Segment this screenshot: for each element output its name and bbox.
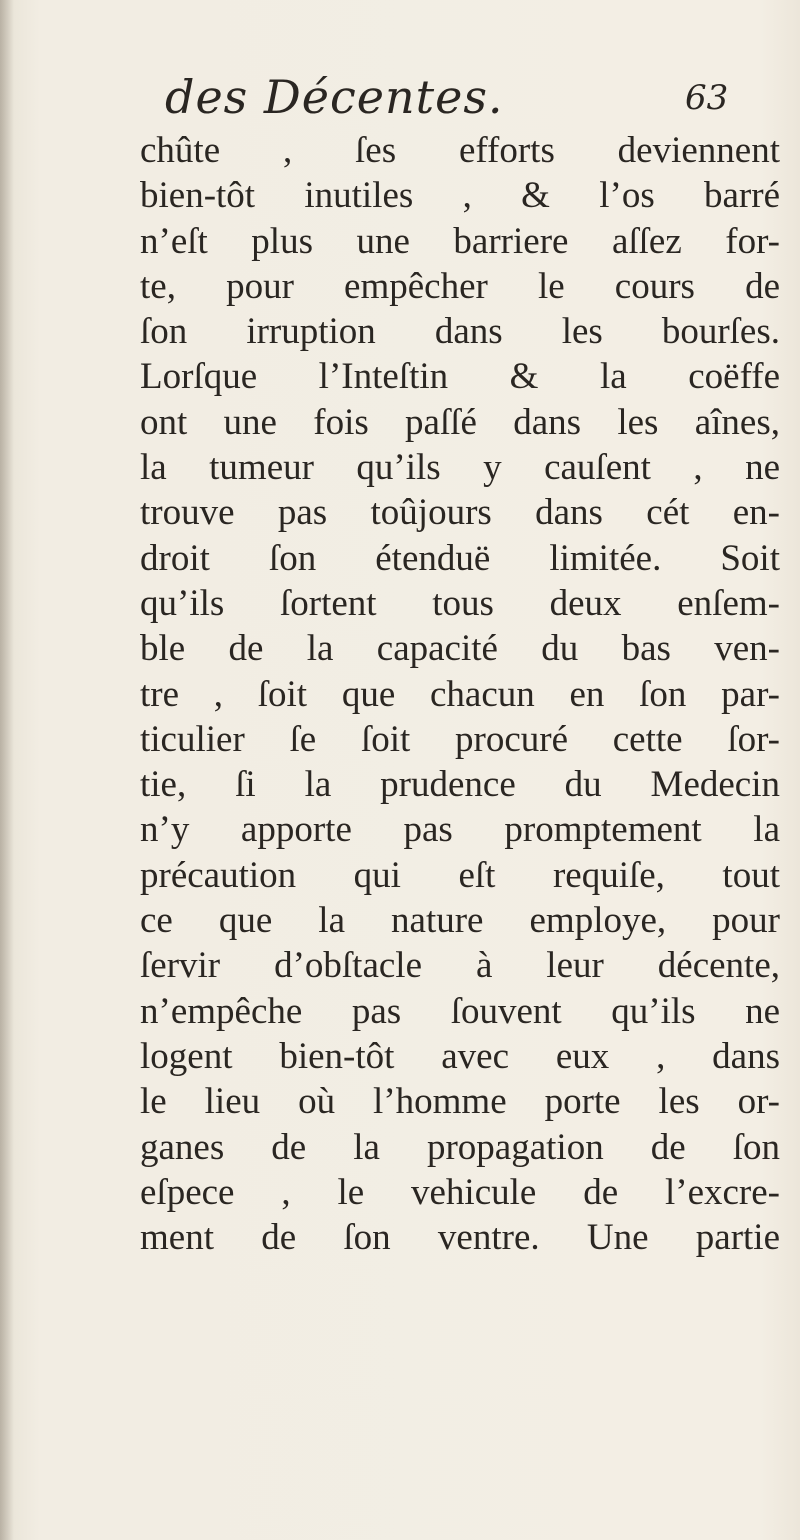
text-line: le lieu où l’homme porte les or- <box>140 1081 780 1123</box>
text-line: te, pour empêcher le cours de <box>140 265 780 307</box>
text-line: bien-tôt inutiles , & l’os barré <box>140 175 780 217</box>
text-line: la tumeur qu’ils y cauſent , ne <box>140 447 780 489</box>
text-line: tre , ſoit que chacun en ſon par- <box>140 673 780 715</box>
page-number: 63 <box>685 78 729 118</box>
text-line: eſpece , le vehicule de l’excre- <box>140 1171 780 1213</box>
text-line: chûte , ſes efforts deviennent <box>140 130 780 171</box>
text-line: précaution qui eſt requiſe, tout <box>140 854 780 896</box>
text-line: ſon irruption dans les bourſes. <box>140 311 780 353</box>
text-line: ſervir d’obſtacle à leur décente, <box>140 945 780 987</box>
page-header <box>0 70 800 130</box>
gutter-shadow <box>0 0 14 1540</box>
text-line: ment de ſon ventre. Une partie <box>140 1217 780 1259</box>
text-line: logent bien-tôt avec eux , dans <box>140 1035 780 1077</box>
text-line: ce que la nature employe, pour <box>140 900 780 942</box>
text-line: tie, ſi la prudence du Medecin <box>140 764 780 806</box>
text-line: trouve pas toûjours dans cét en- <box>140 492 780 534</box>
text-line: n’empêche pas ſouvent qu’ils ne <box>140 990 780 1032</box>
text-line: droit ſon étenduë limitée. Soit <box>140 537 780 579</box>
text-line: n’eſt plus une barriere aſſez for- <box>140 220 780 262</box>
text-line: ticulier ſe ſoit procuré cette ſor- <box>140 718 780 760</box>
text-line: n’y apporte pas promptement la <box>140 809 780 851</box>
text-line: ganes de la propagation de ſon <box>140 1126 780 1168</box>
body-text <box>140 128 780 1260</box>
running-title: des Décentes. <box>165 70 504 124</box>
text-line: ble de la capacité du bas ven- <box>140 628 780 670</box>
text-line: Lorſque l’Inteſtin & la coëffe <box>140 356 780 398</box>
text-line: ont une fois paſſé dans les aînes, <box>140 401 780 443</box>
text-line: qu’ils ſortent tous deux enſem- <box>140 582 780 624</box>
